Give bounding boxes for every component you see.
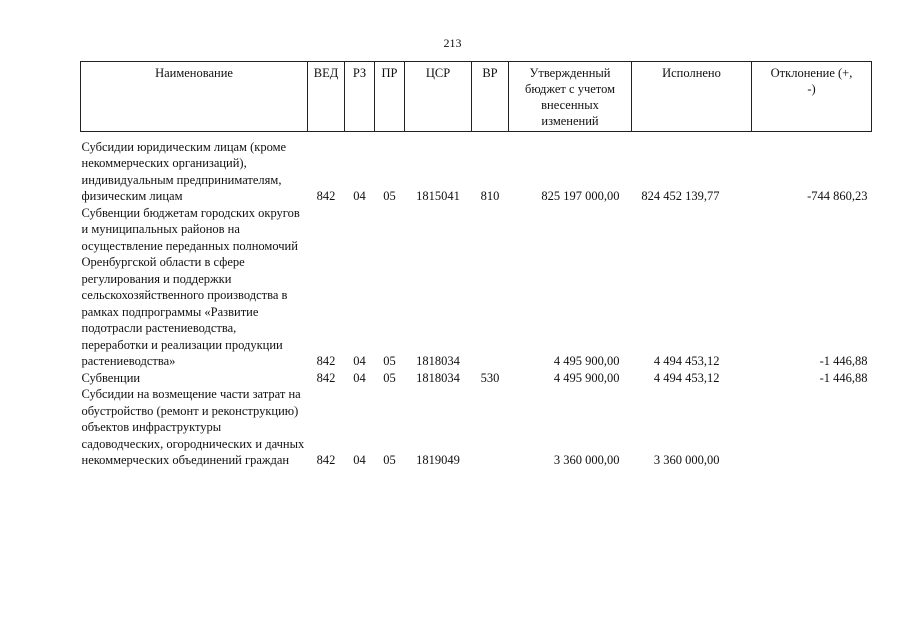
header-deviation: Отклонение (+, -)	[752, 62, 872, 132]
row-ved: 842	[316, 370, 336, 385]
row-csr: 1819049	[416, 453, 460, 467]
table-row	[81, 139, 872, 205]
row-deviation: -744 860,23	[807, 189, 868, 203]
row-executed: 4 494 453,12	[653, 370, 720, 385]
table-row	[81, 370, 872, 387]
row-pr: 05	[383, 189, 396, 203]
row-approved: 3 360 000,00	[553, 453, 620, 467]
header-vr: ВР	[472, 62, 509, 132]
row-approved: 825 197 000,00	[541, 189, 620, 203]
row-rz: 04	[353, 189, 366, 203]
row-executed: 824 452 139,77	[641, 189, 720, 203]
row-ved: 842	[316, 189, 336, 203]
row-deviation: -1 446,88	[819, 370, 868, 385]
row-executed: 4 494 453,12	[653, 354, 720, 368]
header-rz: РЗ	[345, 62, 375, 132]
row-vr: 810	[480, 189, 500, 203]
row-vr	[472, 386, 509, 469]
row-csr: 1818034	[416, 370, 460, 385]
row-rz: 04	[353, 370, 366, 385]
row-rz: 04	[353, 453, 366, 467]
row-name: Субсидии на возмещение части затрат на обустройство (ремонт и реконструкцию) объектов инфраструктуры садоводческих, огороднических и дачных некоммерческих объединений граждан	[81, 387, 305, 467]
header-pr: ПР	[375, 62, 405, 132]
table-row	[81, 205, 872, 370]
row-pr: 05	[383, 453, 396, 467]
header-name: Наименование	[81, 62, 308, 132]
header-executed: Исполнено	[632, 62, 752, 132]
row-deviation	[752, 386, 872, 469]
row-ved: 842	[316, 354, 336, 368]
row-ved: 842	[316, 453, 336, 467]
row-rz: 04	[353, 354, 366, 368]
row-deviation: -1 446,88	[819, 354, 868, 368]
row-pr: 05	[383, 354, 396, 368]
row-csr: 1818034	[416, 354, 460, 368]
table-row	[81, 386, 872, 469]
row-csr: 1815041	[416, 189, 460, 203]
header-ved: ВЕД	[308, 62, 345, 132]
row-vr	[472, 205, 509, 370]
row-name: Субвенции	[81, 370, 141, 385]
table-row	[81, 132, 872, 139]
row-name: Субвенции бюджетам городских округов и муниципальных районов на осуществление переданных полномочий Оренбургской области в сфере регулирования и поддержки сельскохозяйственного производства в рамках подпрограммы «Развитие подотрасли растениеводства, переработки и реализации продукции растениеводства»	[81, 205, 300, 368]
row-vr: 530	[480, 370, 500, 385]
header-approved: Утвержденный бюджет с учетом внесенных изменений	[509, 62, 632, 132]
row-name: Субсидии юридическим лицам (кроме некоммерческих организаций), индивидуальным предпринимателям, физическим лицам	[81, 139, 287, 203]
page-number: 213	[443, 36, 462, 50]
header-csr: ЦСР	[405, 62, 472, 132]
row-approved: 4 495 900,00	[553, 370, 620, 385]
budget-table	[80, 61, 872, 469]
row-approved: 4 495 900,00	[553, 354, 620, 368]
row-pr: 05	[383, 370, 396, 385]
table-header-row	[81, 62, 872, 132]
row-executed: 3 360 000,00	[653, 453, 720, 467]
